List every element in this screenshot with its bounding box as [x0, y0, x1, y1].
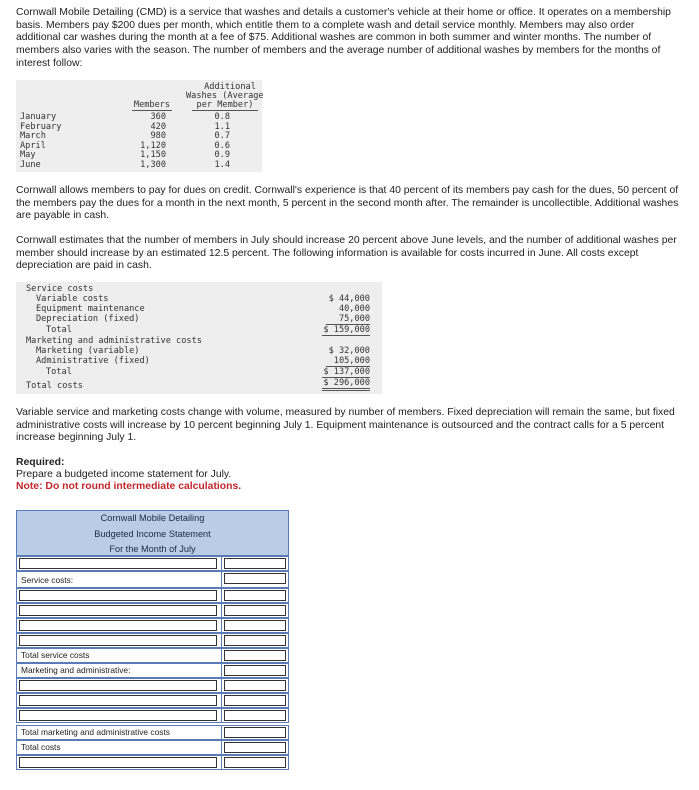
member-month: February [20, 121, 62, 132]
column-divider [221, 604, 222, 617]
statement-row-label: Total marketing and administrative costs [21, 727, 170, 737]
statement-row [16, 603, 289, 618]
statement-header [16, 510, 289, 556]
variable-paragraph: Variable service and marketing costs change with volume, measured by number of members. Fixed depreciation will remain the same, but fixed administrative costs will increase by 10 percent beginning July 1. Equipment maintenance is outsourced and the contract calls for a 5 percent increase beginning July 1. [16, 407, 675, 444]
column-divider [221, 741, 222, 754]
statement-label-input[interactable] [19, 695, 217, 706]
depreciation-value: 75,000 [326, 314, 370, 325]
statement-label-input[interactable] [19, 710, 217, 721]
service-costs-label: Service costs [26, 284, 94, 294]
service-total-label: Total [46, 325, 72, 335]
statement-row [16, 618, 289, 633]
equipment-label: Equipment maintenance [36, 304, 145, 314]
statement-label-input[interactable] [19, 605, 217, 616]
variable-costs-label: Variable costs [36, 294, 109, 304]
amount-input[interactable] [224, 650, 286, 661]
column-divider [221, 679, 222, 692]
amount-input[interactable] [224, 727, 286, 738]
administrative-label: Administrative (fixed) [36, 356, 150, 366]
member-month: January [20, 112, 57, 122]
administrative-value: 105,000 [326, 356, 370, 367]
statement-row [16, 693, 289, 708]
amount-input[interactable] [224, 605, 286, 616]
member-count: 1,120 [140, 140, 166, 151]
total-costs-value: $ 296,000 [322, 378, 370, 391]
member-month: May [20, 150, 36, 161]
column-divider [221, 557, 222, 570]
statement-row [16, 740, 289, 755]
statement-title: Cornwall Mobile Detailing [100, 513, 205, 523]
required-text: Prepare a budgeted income statement for July. [16, 469, 232, 480]
equipment-value: 40,000 [338, 304, 370, 314]
statement-label-input[interactable] [19, 558, 217, 569]
statement-subtitle: Budgeted Income Statement [94, 528, 211, 539]
member-count: 980 [150, 131, 166, 142]
column-divider [221, 634, 222, 647]
marketing-value: $ 32,000 [328, 346, 370, 356]
note-text: Note: Do not round intermediate calculations. [16, 481, 242, 492]
statement-row [16, 663, 289, 678]
statement-period: For the Month of July [109, 544, 196, 554]
member-washes: 0.9 [214, 150, 230, 161]
statement-row [16, 571, 289, 588]
col-washes-l1: Additional [204, 82, 256, 92]
statement-row-label: Service costs: [21, 575, 74, 585]
col-washes-l2: Washes (Average [186, 91, 264, 101]
amount-input[interactable] [224, 620, 286, 631]
col-members: Members [133, 100, 171, 110]
member-count: 1,300 [140, 160, 166, 170]
amount-input[interactable] [224, 757, 286, 768]
mkt-admin-label: Marketing and administrative costs [26, 336, 202, 346]
column-divider [221, 589, 222, 602]
column-divider [221, 572, 222, 587]
member-count: 360 [150, 112, 166, 122]
amount-input[interactable] [224, 710, 286, 721]
column-divider [221, 619, 222, 632]
member-washes: 1.1 [214, 121, 230, 132]
amount-input[interactable] [224, 573, 286, 584]
member-washes: 0.8 [214, 112, 230, 122]
column-divider [221, 664, 222, 677]
amount-input[interactable] [224, 742, 286, 753]
statement-row [16, 725, 289, 740]
statement-label-input[interactable] [19, 635, 217, 646]
depreciation-label: Depreciation (fixed) [36, 314, 140, 324]
statement-row-label: Total service costs [21, 650, 90, 660]
statement-row-label: Total costs [21, 742, 61, 752]
variable-costs-value: $ 44,000 [328, 294, 370, 304]
member-washes: 0.7 [214, 131, 230, 142]
column-divider [221, 709, 222, 722]
member-month: March [20, 131, 46, 142]
statement-label-input[interactable] [19, 590, 217, 601]
amount-input[interactable] [224, 635, 286, 646]
statement-row [16, 648, 289, 663]
statement-row [16, 678, 289, 693]
credit-paragraph: Cornwall allows members to pay for dues on credit. Cornwall's experience is that 40 percent of its members pay cash for the dues, 50 percent of the members pay the dues for a month in the next month, 5 percent in the second month after. The remainder is uncollectible. Additional washes are payable in cash. [16, 185, 679, 222]
amount-input[interactable] [224, 665, 286, 676]
amount-input[interactable] [224, 590, 286, 601]
member-count: 1,150 [140, 150, 166, 161]
mkt-total-label: Total [46, 367, 72, 377]
statement-row [16, 588, 289, 603]
member-count: 420 [150, 121, 166, 132]
amount-input[interactable] [224, 558, 286, 569]
amount-input[interactable] [224, 680, 286, 691]
service-total-value: $ 159,000 [323, 325, 370, 335]
amount-input[interactable] [224, 695, 286, 706]
required-label: Required: [16, 457, 65, 468]
statement-row [16, 556, 289, 571]
total-costs-label: Total costs [26, 381, 83, 391]
statement-row-label: Marketing and administrative: [21, 665, 131, 675]
member-washes: 0.6 [214, 140, 230, 151]
column-divider [221, 649, 222, 662]
column-divider [221, 726, 222, 739]
col-washes-l3: per Member) [192, 100, 258, 111]
member-washes: 1.4 [214, 160, 230, 170]
statement-label-input[interactable] [19, 620, 217, 631]
statement-label-input[interactable] [19, 680, 217, 691]
column-divider [221, 694, 222, 707]
statement-row [16, 633, 289, 648]
member-month: June [20, 160, 41, 170]
estimate-paragraph: Cornwall estimates that the number of members in July should increase 20 percent above June levels, and the number of additional washes per member should increase by an estimated 12.5 percent. The following information is available for costs incurred in June. All costs except depreciation are paid in cash. [16, 235, 677, 272]
mkt-total-value: $ 137,000 [323, 367, 370, 377]
statement-row [16, 755, 289, 770]
intro-paragraph: Cornwall Mobile Detailing (CMD) is a service that washes and details a customer's vehicle at their home or office. It operates on a membership basis. Members pay $200 dues per month, which entitle them to a complete wash and detail service monthly. Members may also order additional car washes during the month at a fee of $75. Additional washes are common in both summer and winter months. The number of members also varies with the season. The number of members and the average number of additional washes by members for the months of interest follow: [16, 7, 671, 69]
marketing-label: Marketing (variable) [36, 346, 140, 356]
member-month: April [20, 140, 46, 151]
statement-label-input[interactable] [19, 757, 217, 768]
statement-row [16, 708, 289, 723]
column-divider [221, 756, 222, 769]
